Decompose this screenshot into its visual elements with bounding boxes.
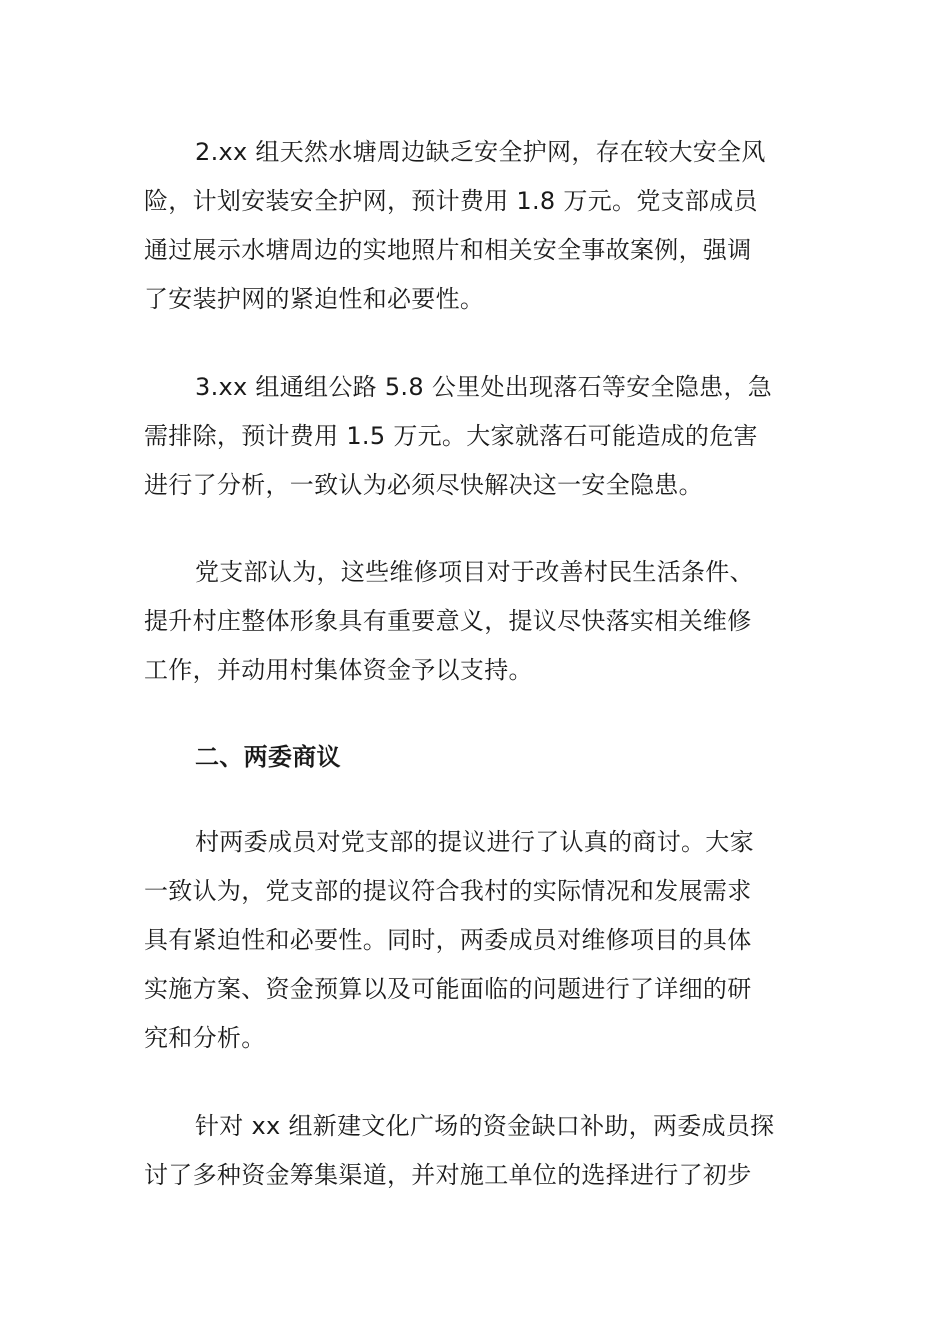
paragraph-line: 具有紧迫性和必要性。同时，两委成员对维修项目的具体 — [144, 926, 752, 954]
section-heading — [144, 733, 814, 782]
section-heading-text: 二、两委商议 — [195, 743, 341, 771]
paragraph-line: 村两委成员对党支部的提议进行了认真的商讨。大家 — [195, 828, 754, 856]
paragraph-line: 党支部认为，这些维修项目对于改善村民生活条件、 — [195, 558, 754, 586]
paragraph-line: 3.xx 组通组公路 5.8 公里处出现落石等安全隐患，急 — [195, 373, 773, 401]
paragraph-line: 针对 xx 组新建文化广场的资金缺口补助，两委成员探 — [195, 1112, 775, 1140]
paragraph-line: 讨了多种资金筹集渠道，并对施工单位的选择进行了初步 — [144, 1161, 752, 1189]
paragraph-party-branch-opinion — [144, 548, 814, 695]
paragraph-line: 究和分析。 — [144, 1024, 266, 1052]
paragraph-line: 工作，并动用村集体资金予以支持。 — [144, 656, 533, 684]
paragraph-line: 2.xx 组天然水塘周边缺乏安全护网，存在较大安全风 — [195, 138, 766, 166]
paragraph-line: 需排除，预计费用 1.5 万元。大家就落石可能造成的危害 — [144, 422, 758, 450]
paragraph-line: 险，计划安装安全护网，预计费用 1.8 万元。党支部成员 — [144, 187, 758, 215]
paragraph-cultural-plaza-funding — [144, 1102, 814, 1200]
paragraph-line: 进行了分析，一致认为必须尽快解决这一安全隐患。 — [144, 471, 703, 499]
paragraph-line: 实施方案、资金预算以及可能面临的问题进行了详细的研 — [144, 975, 752, 1003]
paragraph-line: 提升村庄整体形象具有重要意义，提议尽快落实相关维修 — [144, 607, 752, 635]
paragraph-committee-discussion — [144, 818, 814, 1063]
paragraph-line: 通过展示水塘周边的实地照片和相关安全事故案例，强调 — [144, 236, 752, 264]
paragraph-road-rockfall — [144, 363, 814, 510]
paragraph-line: 了安装护网的紧迫性和必要性。 — [144, 285, 485, 313]
paragraph-line: 一致认为，党支部的提议符合我村的实际情况和发展需求 — [144, 877, 752, 905]
paragraph-pond-safety-net — [144, 128, 814, 324]
